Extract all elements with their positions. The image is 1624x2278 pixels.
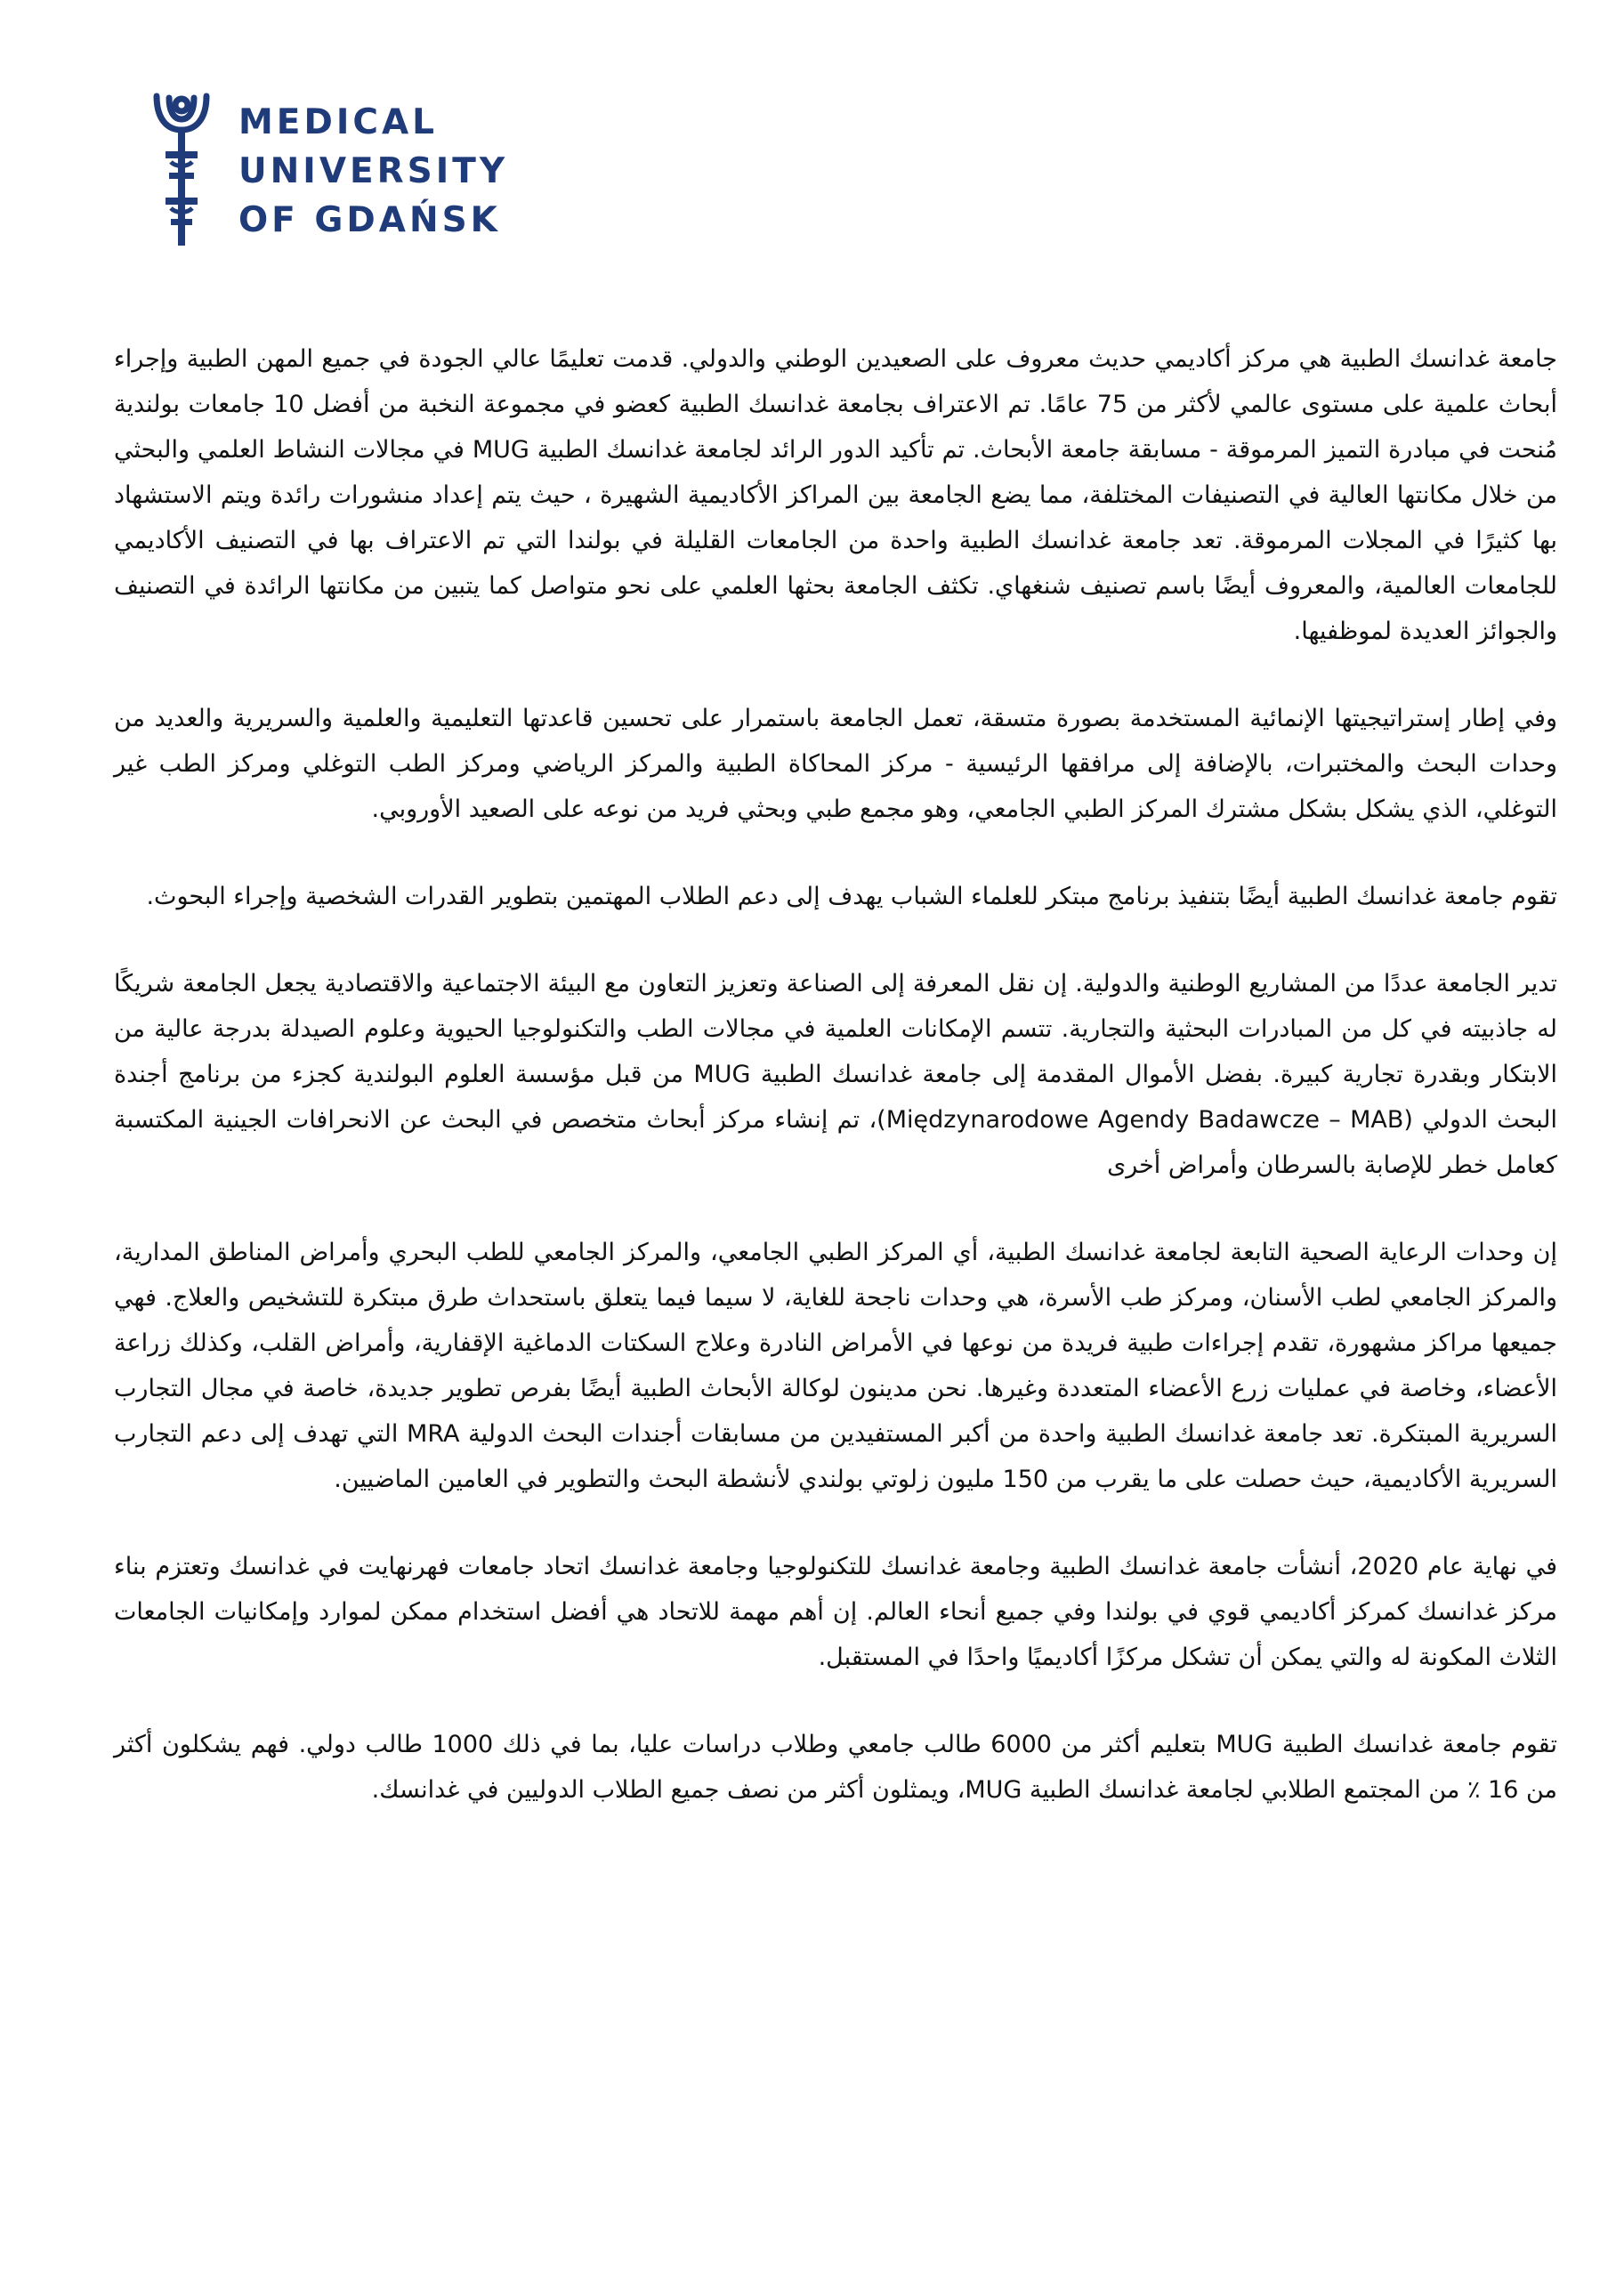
paragraph-4: تدير الجامعة عددًا من المشاريع الوطنية والدولية. إن نقل المعرفة إلى الصناعة وتعزيز التعاون مع البيئة الاجتماعية والاقتصادية يجعل الجامعة شريكًا له جاذبيته في كل من المبادرات البحثية والتجارية. تتسم الإمكانات العلمية في مجالات الطب والتكنولوجيا الحيوية وعلوم الصيدلة بدرجة عالية من الابتكار وبقدرة تجارية كبيرة. بفضل الأموال المقدمة إلى جامعة غدانسك الطبية MUG من قبل مؤسسة العلوم البولندية كجزء من برنامج أجندة البحث الدولي (Międzynarodowe Agendy Badawcze – MAB)، تم إنشاء مركز أبحاث متخصص في البحث عن الانحرافات الجينية المكتسبة كعامل خطر للإصابة بالسرطان وأمراض أخرى — [114, 970, 1558, 1179]
logo-line-3: OF GDAŃSK — [238, 200, 501, 240]
logo-line-1: MEDICAL — [238, 102, 438, 142]
logo-line-2: UNIVERSITY — [238, 151, 509, 191]
header — [149, 89, 612, 258]
paragraph-2: وفي إطار إستراتيجيتها الإنمائية المستخدمة بصورة متسقة، تعمل الجامعة باستمرار على تحسين قاعدتها التعليمية والعلمية والسريرية والعديد من وحدات البحث والمختبرات، بالإضافة إلى مرافقها الرئيسية - مركز المحاكاة الطبية والمركز الرياضي ومركز الطب التوغلي ومركز الطب غير التوغلي، الذي يشكل بشكل مشترك المركز الطبي الجامعي، وهو مجمع طبي وبحثي فريد من نوعه على الصعيد الأوروبي. — [114, 705, 1557, 823]
paragraph-1: جامعة غدانسك الطبية هي مركز أكاديمي حديث معروف على الصعيدين الوطني والدولي. قدمت تعليمًا عالي الجودة في جميع المهن الطبية وإجراء أبحاث علمية على مستوى عالمي لأكثر من 75 عامًا. تم الاعتراف بجامعة غدانسك الطبية كعضو في مجموعة النخبة من أفضل 10 جامعات بولندية مُنحت في مبادرة التميز المرموقة - مسابقة جامعة الأبحاث. تم تأكيد الدور الرائد لجامعة غدانسك الطبية MUG في مجالات النشاط العلمي والبحثي من خلال مكانتها العالية في التصنيفات المختلفة، مما يضع الجامعة بين المراكز الأكاديمية الشهيرة ، حيث يتم إعداد منشورات رائدة ويتم الاستشهاد بها كثيرًا في المجلات المرموقة. تعد جامعة غدانسك الطبية واحدة من الجامعات القليلة في بولندا التي تم الاعتراف بها في التصنيف الأكاديمي للجامعات العالمية، والمعروف أيضًا باسم تصنيف شنغهاي. تكثف الجامعة بحثها العلمي على نحو متواصل كما يتبين من مكانتها الرائدة في التصنيف والجوائز العديدة لموظفيها. — [114, 345, 1558, 645]
document-body — [114, 336, 1557, 1854]
paragraph-5: إن وحدات الرعاية الصحية التابعة لجامعة غدانسك الطبية، أي المركز الطبي الجامعي، والمركز الجامعي للطب البحري وأمراض المناطق المدارية، والمركز الجامعي لطب الأسنان، ومركز طب الأسرة، هي وحدات ناجحة للغاية، لا سيما فيما يتعلق باستحداث طرق مبتكرة للتشخيص والعلاج. فهي جميعها مراكز مشهورة، تقدم إجراءات طبية فريدة من نوعها في الأمراض النادرة وعلاج السكتات الدماغية الإقفارية، وأمراض القلب، وكذلك زراعة الأعضاء، وخاصة في عمليات زرع الأعضاء المتعددة وغيرها. نحن مدينون لوكالة الأبحاث الطبية أيضًا بفرص تطوير جديدة، خاصة في مجال التجارب السريرية المبتكرة. تعد جامعة غدانسك الطبية واحدة من أكبر المستفيدين من مسابقات أجندات البحث الدولية MRA التي تهدف إلى دعم التجارب السريرية الأكاديمية، حيث حصلت على ما يقرب من 150 مليون زلوتي بولندي لأنشطة البحث والتطوير في العامين الماضيين. — [114, 1239, 1557, 1493]
university-emblem-icon — [149, 89, 214, 249]
paragraph-6: في نهاية عام 2020، أنشأت جامعة غدانسك الطبية وجامعة غدانسك للتكنولوجيا وجامعة غدانسك اتحاد جامعات فهرنهايت في غدانسك وتعتزم بناء مركز غدانسك كمركز أكاديمي قوي في بولندا وفي جميع أنحاء العالم. إن أهم مهمة للاتحاد هي أفضل استخدام ممكن لموارد وإمكانيات الجامعات الثلاث المكونة له والتي يمكن أن تشكل مركزًا أكاديميًا واحدًا في المستقبل. — [114, 1553, 1557, 1671]
paragraph-3: تقوم جامعة غدانسك الطبية أيضًا بتنفيذ برنامج مبتكر للعلماء الشباب يهدف إلى دعم الطلاب المهتمين بتطوير القدرات الشخصية وإجراء البحوث. — [146, 883, 1557, 910]
university-logo-text — [238, 98, 508, 245]
paragraph-7: تقوم جامعة غدانسك الطبية MUG بتعليم أكثر من 6000 طالب جامعي وطلاب دراسات عليا، بما في ذلك 1000 طالب دولي. فهم يشكلون أكثر من 16 ٪ من المجتمع الطلابي لجامعة غدانسك الطبية MUG، ويمثلون أكثر من نصف جميع الطلاب الدوليين في غدانسك. — [114, 1731, 1557, 1804]
